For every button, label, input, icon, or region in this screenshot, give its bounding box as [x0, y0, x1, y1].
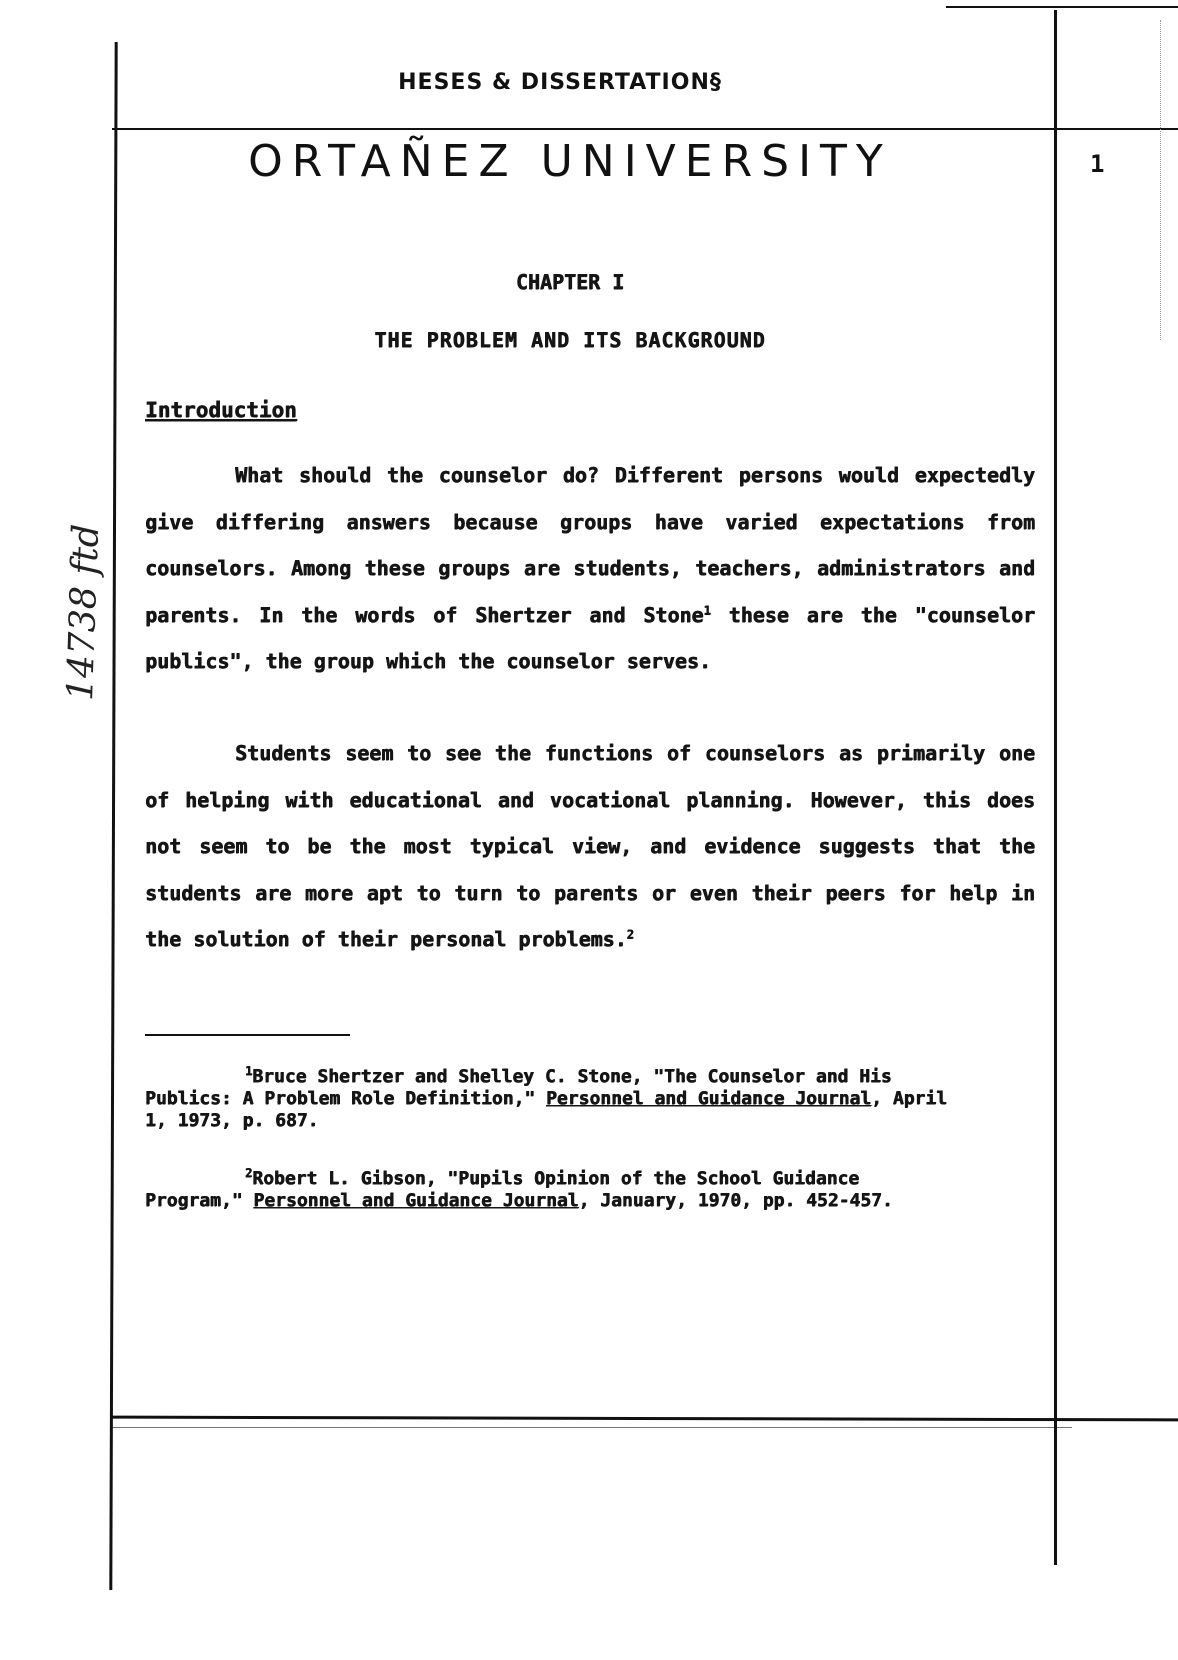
footnote-2-text-a: Robert L. Gibson, "Pupils Opinion of the School Guidance Program,"	[145, 1168, 860, 1211]
university-name: ORTAÑEZ UNIVERSITY	[248, 136, 892, 187]
paragraph-1	[145, 452, 1035, 685]
footnote-1-text-b: , April 1, 1973, p. 687.	[145, 1088, 947, 1131]
top-edge-line	[946, 6, 1178, 8]
footnote-1-mark: 1	[245, 1064, 253, 1078]
chapter-title: THE PROBLEM AND ITS BACKGROUND	[374, 328, 766, 352]
footnote-1	[145, 1066, 965, 1132]
margin-dots	[1160, 20, 1165, 340]
paragraph-1-text-b: these are the "counselor publics", the group which the counselor serves.	[145, 602, 1036, 673]
bottom-divider	[112, 1416, 1178, 1422]
section-heading: Introduction	[145, 398, 297, 422]
bottom-divider-shadow	[112, 1427, 1072, 1428]
handwritten-margin-note: 14738 ftd	[60, 523, 108, 702]
footnote-1-text-a: Bruce Shertzer and Shelley C. Stone, "The Counselor and His Publics: A Problem Role Definition,"	[145, 1066, 892, 1109]
left-margin-line	[109, 42, 117, 1590]
paragraph-2-text: Students seem to see the functions of counselors as primarily one of helping with educational and vocational planning. However, this does not seem to be the most typical view, and evidence suggests that the students are more apt to turn to parents or even their peers for help in the solution of their personal problems.	[145, 741, 1035, 951]
paragraph-2	[145, 730, 1035, 963]
page-number: 1	[1090, 150, 1105, 178]
chapter-label: CHAPTER I	[515, 270, 625, 294]
footnote-2-mark: 2	[245, 1166, 253, 1180]
footnote-2-text-b: , January, 1970, pp. 452-457.	[578, 1190, 893, 1211]
paragraph-1-text-a: What should the counselor do? Different persons would expectedly give differing answers because groups have varied expectations from counselors. Among these groups are students, teachers, administrators and parents. In the words of Shertzer and Stone	[145, 463, 1035, 627]
header-divider	[112, 128, 1178, 130]
footnote-2	[145, 1168, 965, 1212]
footnote-1-journal: Personnel and Guidance Journal	[545, 1088, 872, 1109]
footnote-ref-1: 1	[703, 602, 711, 617]
footnote-ref-2: 2	[626, 927, 634, 942]
series-header: HESES & DISSERTATION§	[398, 70, 722, 95]
footnote-separator	[145, 1034, 350, 1036]
right-margin-line	[1054, 10, 1057, 1565]
footnote-2-journal: Personnel and Guidance Journal	[253, 1190, 579, 1211]
